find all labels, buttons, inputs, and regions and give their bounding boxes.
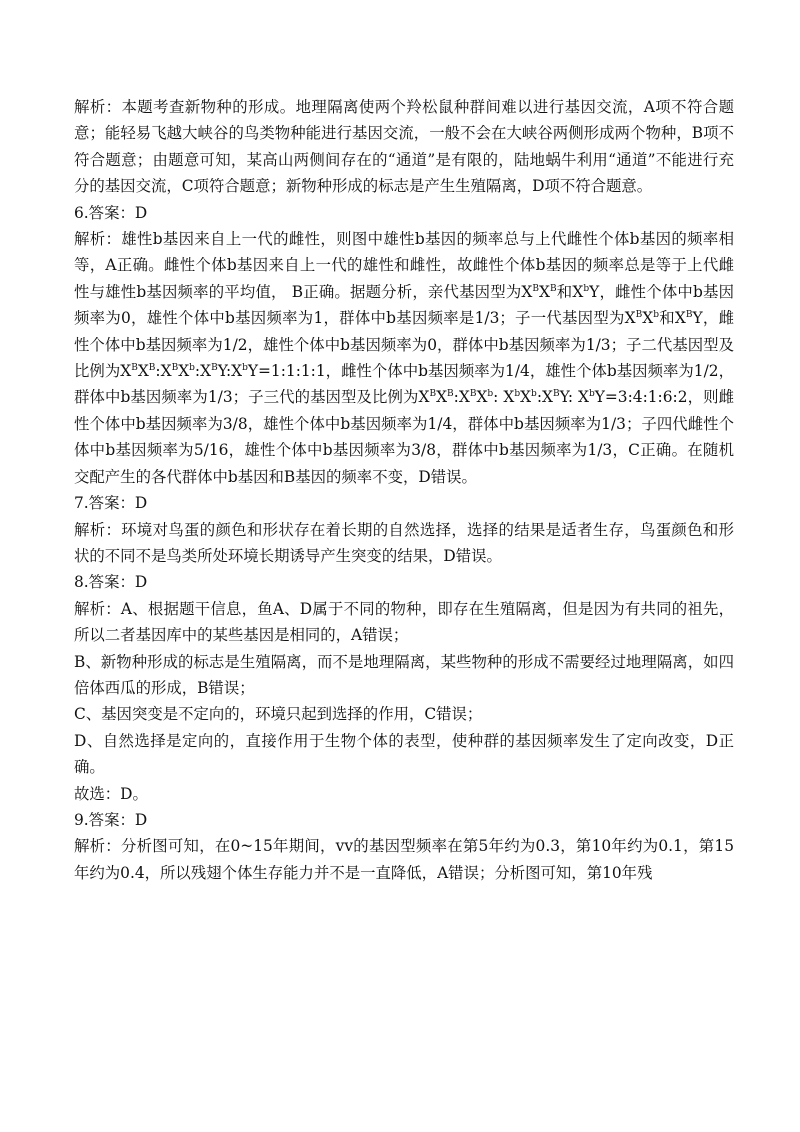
q5-analysis: 解析：本题考查新物种的形成。地理隔离使两个羚松鼠种群间难以进行基因交流，A项不符合题意；能轻易飞越大峡谷的鸟类物种能进行基因交流，一般不会在大峡谷两侧形成两个物种，B项不符合题意；由题意可知，某高山两侧间存在的“通道”是有限的，陆地蜗牛利用“通道”不能进行充分的基因交流，C项符合题意；新物种形成的标志是产生生殖隔离，D项不符合题意。: [74, 98, 734, 196]
q6-answer: 6.答案：D: [74, 203, 148, 222]
q8-answer: 8.答案：D: [74, 573, 148, 592]
q8-conclusion: 故选：D。: [74, 784, 148, 803]
q9-answer: 9.答案：D: [74, 810, 148, 829]
q6-analysis: 解析：雄性b基因来自上一代的雌性，则图中雄性b基因的频率总与上代雌性个体b基因的频率相等，A正确。雌性个体b基因来自上一代的雄性和雌性，故雌性个体b基因的频率总是等于上代雌性与雄性b基因频率的平均值， B正确。据题分析，亲代基因型为$X^BX^B$和$X^bY$，雌性个体中b基因频率为0，雄性个体中b基因频率为1，群体中b基因频率是1/3；子一代基因型为$X^BX^b$和$X^BY$，雌性个体中b基因频率为1/2，雄性个体中b基因频率为0，群体中b基因频率为1/3；子二代基因型及比例为$X^BX^B:X^BX^b:X^BY:X^bY=1:1:1:1$，雌性个体中b基因频率为1/4，雄性个体b基因频率为1/2，群体中b基因频率为1/3；子三代的基因型及比例为$X^BX^B:X^BX^b$: $X^bX^b:X^BY$: $X^bY=3:4:1:6:2$，则雌性个体中b基因频率为3/8，雄性个体中b基因频率为1/4，群体中b基因频率为1/3；子四代雌性个体中b基因频率为5/16，雄性个体中b基因频率为3/8，群体中b基因频率为1/3，C正确。在随机交配产生的各代群体中b基因和B基因的频率不变，D错误。: [74, 230, 735, 486]
q8-analysis-a: 解析：A、根据题干信息，鱼A、D属于不同的物种，即存在生殖隔离，但是因为有共同的祖先，所以二者基因库中的某些基因是相同的，A错误；: [74, 599, 734, 645]
q7-analysis: 解析：环境对鸟蛋的颜色和形状存在着长期的自然选择，选择的结果是适者生存，鸟蛋颜色和形状的不同不是鸟类所处环境长期诱导产生突变的结果，D错误。: [74, 520, 734, 565]
q9-analysis: 解析：分析图可知，在0~15年期间，vv的基因型频率在第5年约为0.3，第10年约为0.1，第15年约为0.4，所以残翅个体生存能力并不是一直降低，A错误；分析图可知，第10年残: [74, 837, 734, 882]
document-page: [74, 94, 734, 886]
q8-analysis-c: C、基因突变是不定向的，环境只起到选择的作用，C错误；: [74, 705, 483, 724]
q8-analysis-b: B、新物种形成的标志是生殖隔离，而不是地理隔离，某些物种的形成不需要经过地理隔离，如四倍体西瓜的形成，B错误；: [74, 652, 734, 697]
q7-answer: 7.答案：D: [74, 494, 148, 513]
q8-analysis-d: D、自然选择是定向的，直接作用于生物个体的表型，使种群的基因频率发生了定向改变，D正确。: [74, 731, 734, 777]
